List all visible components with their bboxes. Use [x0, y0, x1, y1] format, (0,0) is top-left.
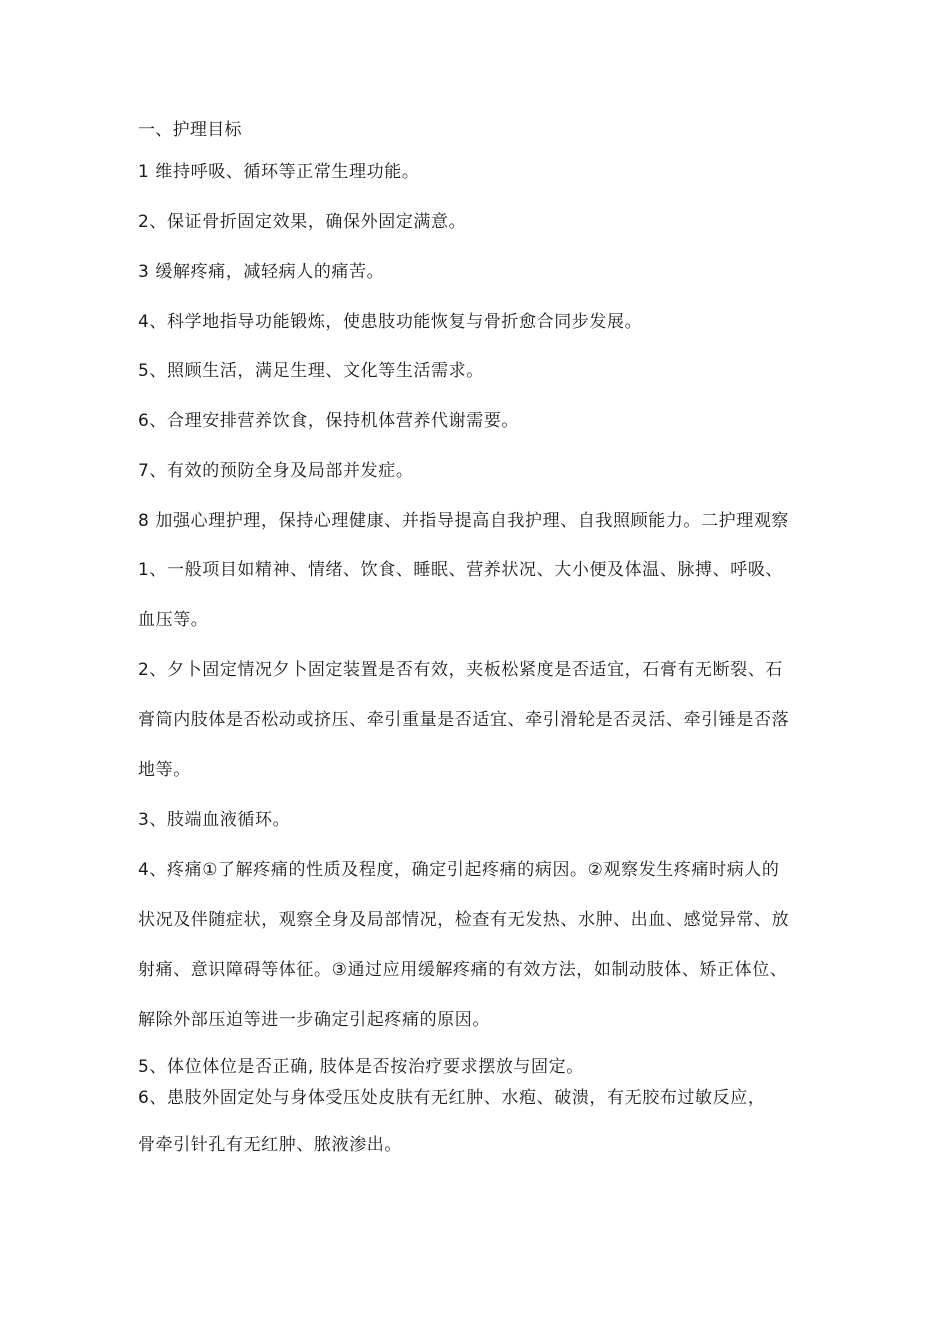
text-line: 2、夕卜固定情况夕卜固定装置是否有效，夹板松紧度是否适宜，石膏有无断裂、石: [138, 660, 784, 680]
text-line: 解除外部压迫等进一步确定引起疼痛的原因。: [138, 1010, 490, 1030]
section-heading: 一、护理目标: [138, 120, 242, 140]
text-line: 7、有效的预防全身及局部并发症。: [138, 461, 414, 481]
text-line: 5、照顾生活，满足生理、文化等生活需求。: [138, 361, 484, 381]
text-line: 5、体位体位是否正确, 肢体是否按治疗要求摆放与固定。: [138, 1057, 584, 1077]
text-line: 8 加强心理护理，保持心理健康、并指导提高自我护理、自我照顾能力。二护理观察: [138, 511, 790, 531]
text-line: 4、疼痛①了解疼痛的性质及程度，确定引起疼痛的病因。②观察发生疼痛时病人的: [138, 860, 780, 880]
text-line: 4、科学地指导功能锻炼，使患肢功能恢复与骨折愈合同步发展。: [138, 312, 643, 332]
text-line: 状况及伴随症状，观察全身及局部情况，检查有无发热、水肿、出血、感觉异常、放: [138, 910, 790, 930]
text-line: 3、肢端血液循环。: [138, 810, 291, 830]
text-line: 骨牵引针孔有无红肿、脓液渗出。: [138, 1135, 402, 1155]
text-line: 血压等。: [138, 610, 209, 630]
text-line: 地等。: [138, 760, 191, 780]
text-line: 1、一般项目如精神、情绪、饮食、睡眠、营养状况、大小便及体温、脉搏、呼吸、: [138, 560, 784, 580]
text-line: 3 缓解疼痛，减轻病人的痛苦。: [138, 262, 385, 282]
text-line: 膏筒内肢体是否松动或挤压、牵引重量是否适宜、牵引滑轮是否灵活、牵引锤是否落: [138, 710, 790, 730]
text-line: 6、患肢外固定处与身体受压处皮肤有无红肿、水疱、破溃，有无胶布过敏反应，: [138, 1088, 766, 1108]
text-line: 6、合理安排营养饮食，保持机体营养代谢需要。: [138, 411, 520, 431]
text-line: 射痛、意识障碍等体征。③通过应用缓解疼痛的有效方法，如制动肢体、矫正体位、: [138, 960, 788, 980]
text-line: 2、保证骨折固定效果，确保外固定满意。: [138, 212, 467, 232]
text-line: 1 维持呼吸、循环等正常生理功能。: [138, 162, 420, 182]
